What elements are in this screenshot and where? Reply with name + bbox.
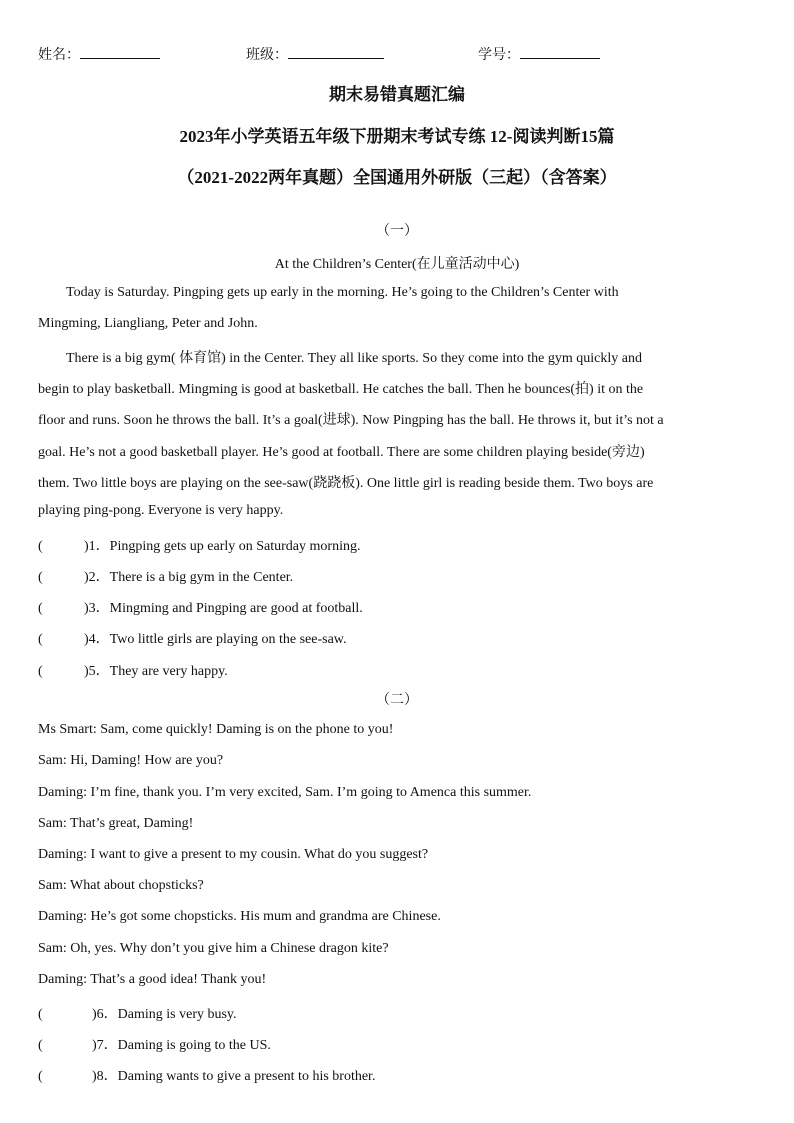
name-blank[interactable] <box>80 44 160 59</box>
question-text: )2．There is a big gym in the Center. <box>84 570 294 585</box>
passage-line: playing ping-pong. Everyone is very happy. <box>38 503 284 518</box>
title-line-1: 期末易错真题汇编 <box>329 85 465 104</box>
passage-line: begin to play basketball. Mingming is good at basketball. He catches the ball. Then he bounces(拍) it on the <box>38 382 644 397</box>
answer-blank-open: ( <box>38 570 43 585</box>
title-line-2: 2023年小学英语五年级下册期末考试专练 12-阅读判断15篇 <box>179 127 615 146</box>
dialogue-line: Sam: Hi, Daming! How are you? <box>38 753 224 768</box>
passage-line: them. Two little boys are playing on the see-saw(跷跷板). One little girl is reading beside them. Two boys are <box>38 476 654 491</box>
question-1[interactable] <box>38 535 360 555</box>
student-id-blank[interactable] <box>520 44 600 59</box>
passage-line: goal. He’s not a good basketball player. He’s good at football. There are some children playing beside(旁边) <box>38 445 645 460</box>
question-text: )6．Daming is very busy. <box>92 1007 237 1022</box>
answer-blank-open: ( <box>38 601 43 616</box>
section-1-heading: At the Children’s Center(在儿童活动中心) <box>274 257 520 272</box>
question-8[interactable] <box>38 1065 375 1085</box>
question-text: )5．They are very happy. <box>84 664 228 679</box>
question-7[interactable] <box>38 1034 271 1054</box>
dialogue-line: Sam: Oh, yes. Why don’t you give him a Chinese dragon kite? <box>38 941 389 956</box>
dialogue-line: Sam: That’s great, Daming! <box>38 816 194 831</box>
passage-line: Today is Saturday. Pingping gets up early in the morning. He’s going to the Children’s Center with <box>66 285 619 300</box>
dialogue-line: Daming: I’m fine, thank you. I’m very excited, Sam. I’m going to Amenca this summer. <box>38 785 532 800</box>
name-label: 姓名： <box>38 48 80 63</box>
answer-blank-open: ( <box>38 1007 43 1022</box>
class-field <box>246 44 384 64</box>
answer-blank-open: ( <box>38 539 43 554</box>
passage-line: floor and runs. Soon he throws the ball. It’s a goal(进球). Now Pingping has the ball. He throws it, but it’s not a <box>38 413 664 428</box>
dialogue-line: Ms Smart: Sam, come quickly! Daming is on the phone to you! <box>38 722 394 737</box>
section-2-number: （二） <box>376 693 418 708</box>
answer-blank-open: ( <box>38 1069 43 1084</box>
question-text: )1．Pingping gets up early on Saturday morning. <box>84 539 361 554</box>
class-blank[interactable] <box>288 44 384 59</box>
question-2[interactable] <box>38 566 293 586</box>
question-text: )8．Daming wants to give a present to his brother. <box>92 1069 376 1084</box>
question-text: )7．Daming is going to the US. <box>92 1038 271 1053</box>
answer-blank-open: ( <box>38 664 43 679</box>
answer-blank-open: ( <box>38 1038 43 1053</box>
dialogue-line: Sam: What about chopsticks? <box>38 878 204 893</box>
class-label: 班级： <box>246 48 288 63</box>
question-5[interactable] <box>38 660 228 680</box>
student-id-field <box>478 44 600 64</box>
title-line-3: （2021-2022两年真题）全国通用外研版（三起）（含答案） <box>177 168 617 187</box>
question-text: )4．Two little girls are playing on the see-saw. <box>84 632 347 647</box>
dialogue-line: Daming: I want to give a present to my cousin. What do you suggest? <box>38 847 429 862</box>
passage-line: Mingming, Liangliang, Peter and John. <box>38 316 258 331</box>
passage-line: There is a big gym( 体育馆) in the Center. They all like sports. So they come into the gym quickly and <box>66 351 642 366</box>
section-1-number: （一） <box>376 224 418 239</box>
name-field <box>38 44 160 64</box>
answer-blank-open: ( <box>38 632 43 647</box>
student-id-label: 学号： <box>478 48 520 63</box>
dialogue-line: Daming: That’s a good idea! Thank you! <box>38 972 267 987</box>
dialogue-line: Daming: He’s got some chopsticks. His mum and grandma are Chinese. <box>38 909 441 924</box>
question-6[interactable] <box>38 1003 237 1023</box>
question-text: )3．Mingming and Pingping are good at football. <box>84 601 363 616</box>
question-4[interactable] <box>38 628 347 648</box>
question-3[interactable] <box>38 597 363 617</box>
